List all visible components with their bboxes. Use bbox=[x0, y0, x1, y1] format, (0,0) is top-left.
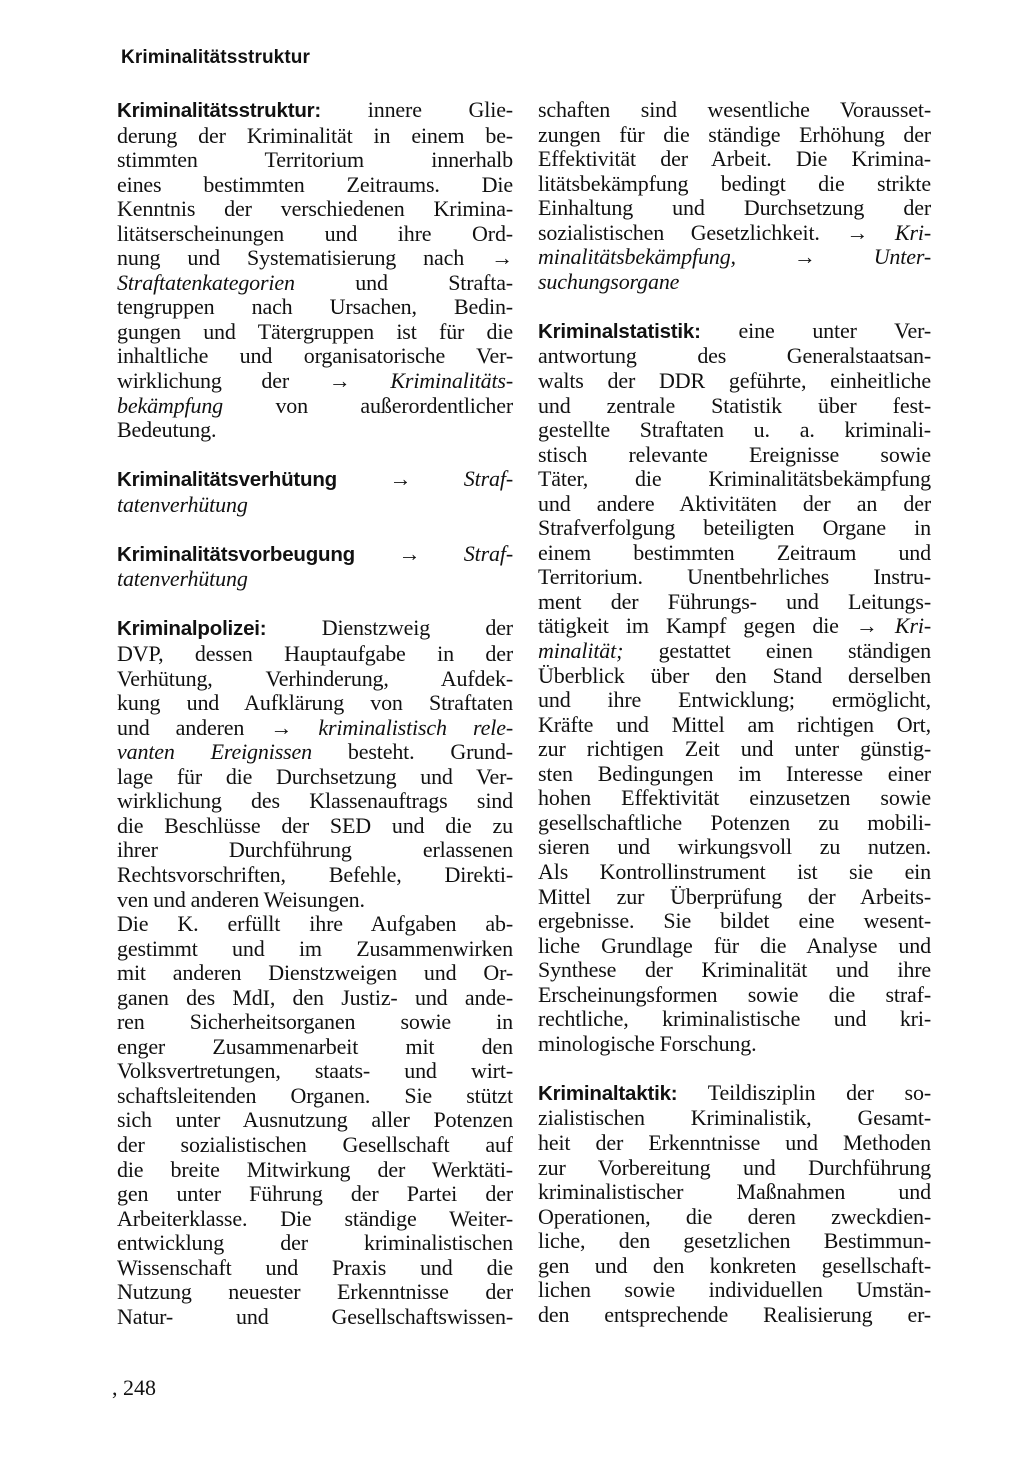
text-line bbox=[538, 639, 931, 664]
text-line bbox=[538, 172, 931, 197]
running-head: Kriminalitätsstruktur bbox=[121, 47, 310, 68]
body-text: → bbox=[355, 541, 464, 566]
body-text: sozialistischen Gesetzlichkeit. → bbox=[538, 220, 895, 245]
text-line bbox=[538, 1032, 931, 1057]
text-line bbox=[538, 1131, 931, 1156]
body-text: Verhütung, Verhinderung, Aufdek- bbox=[117, 666, 513, 691]
text-line bbox=[117, 197, 513, 222]
paragraph-gap bbox=[117, 592, 513, 617]
cross-reference: Kri- bbox=[894, 614, 931, 639]
text-line bbox=[117, 1035, 513, 1060]
text-line bbox=[117, 222, 513, 247]
body-text: Nutzung neuester Erkenntnisse der bbox=[117, 1280, 513, 1305]
text-line bbox=[117, 1158, 513, 1183]
body-text: Wissenschaft und Praxis und die bbox=[117, 1255, 513, 1280]
body-text: liche, den gesetzlichen Bestimmun- bbox=[538, 1229, 931, 1254]
body-text: innere Glie- bbox=[321, 98, 513, 122]
body-text: liche Grundlage für die Analyse und bbox=[538, 933, 931, 958]
text-line bbox=[538, 664, 931, 689]
text-line bbox=[538, 565, 931, 590]
body-text: der sozialistischen Gesellschaft auf bbox=[117, 1132, 513, 1157]
text-line bbox=[538, 713, 931, 738]
text-line bbox=[117, 124, 513, 149]
body-text: gestellte Straftaten u. a. kriminali- bbox=[538, 418, 931, 443]
text-line bbox=[538, 1106, 931, 1131]
cross-reference: Straftatenkategorien bbox=[117, 270, 295, 295]
cross-reference: vanten Ereignissen bbox=[117, 740, 313, 765]
text-line bbox=[538, 885, 931, 910]
left-text-column bbox=[117, 98, 513, 1329]
entry-headword: Kriminalpolizei: bbox=[117, 617, 267, 641]
body-text: ganen des MdI, den Justiz- und ande- bbox=[117, 985, 513, 1010]
paragraph-gap bbox=[538, 1056, 931, 1081]
body-text: und Strafta- bbox=[294, 270, 513, 295]
text-line bbox=[538, 786, 931, 811]
text-line bbox=[117, 394, 513, 419]
text-line bbox=[117, 642, 513, 667]
body-text: inhaltliche und organisatorische Ver- bbox=[117, 344, 513, 369]
body-text: ihrer Durchführung erlassenen bbox=[117, 838, 513, 863]
body-text: Strafverfolgung beteiligten Organe in bbox=[538, 516, 931, 541]
cross-reference: Straf- bbox=[463, 541, 513, 566]
text-line bbox=[117, 986, 513, 1011]
text-line bbox=[117, 838, 513, 863]
body-text: eine unter Ver- bbox=[700, 318, 931, 343]
text-line bbox=[538, 958, 931, 983]
paragraph-gap bbox=[117, 517, 513, 542]
body-text: einem bestimmten Zeitraum und bbox=[538, 540, 931, 565]
text-line bbox=[117, 863, 513, 888]
text-line bbox=[538, 1081, 931, 1107]
body-text: wirklichung der → bbox=[117, 369, 391, 394]
body-text: sten Bedingungen im Interesse einer bbox=[538, 761, 931, 786]
text-line bbox=[117, 1133, 513, 1158]
page-number: , 248 bbox=[112, 1375, 156, 1400]
text-line bbox=[117, 616, 513, 642]
body-text: gen unter Führung der Partei der bbox=[117, 1182, 513, 1207]
text-line bbox=[538, 245, 931, 270]
body-text: Effektivität der Arbeit. Die Krimina- bbox=[538, 147, 931, 172]
text-line bbox=[538, 1303, 931, 1328]
body-text: zur richtigen Zeit und unter günstig- bbox=[538, 737, 931, 762]
body-text: ergebnisse. Sie bildet eine wesent- bbox=[538, 909, 931, 934]
text-line bbox=[117, 493, 513, 518]
cross-reference: tatenverhütung bbox=[117, 492, 248, 517]
text-line bbox=[117, 369, 513, 394]
body-text: stimmten Territorium innerhalb bbox=[117, 148, 513, 173]
text-line bbox=[117, 1182, 513, 1207]
body-text: Überblick über den Stand derselben bbox=[538, 663, 931, 688]
body-text: die breite Mitwirkung der Werktäti- bbox=[117, 1157, 513, 1182]
entry-headword: Kriminalstatistik: bbox=[538, 319, 701, 343]
body-text: ven und anderen Weisungen. bbox=[117, 887, 365, 912]
body-text: Dienstzweig der bbox=[266, 616, 513, 641]
text-line bbox=[538, 443, 931, 468]
text-line bbox=[117, 1256, 513, 1281]
text-line bbox=[117, 1207, 513, 1232]
text-line bbox=[117, 148, 513, 173]
text-line bbox=[117, 1280, 513, 1305]
text-line bbox=[117, 418, 513, 443]
body-text: Synthese der Kriminalität und ihre bbox=[538, 958, 931, 983]
text-line bbox=[117, 937, 513, 962]
text-line bbox=[538, 590, 931, 615]
cross-reference: tatenverhütung bbox=[117, 567, 248, 592]
body-text: Kräfte und Mittel am richtigen Ort, bbox=[538, 712, 931, 737]
cross-reference: bekämpfung bbox=[117, 393, 224, 418]
text-line bbox=[538, 344, 931, 369]
body-text: Erscheinungsformen sowie die straf- bbox=[538, 982, 931, 1007]
text-line bbox=[538, 811, 931, 836]
text-line bbox=[117, 691, 513, 716]
cross-reference: suchungsorgane bbox=[538, 269, 680, 294]
cross-reference: minalitätsbekämpfung, bbox=[538, 245, 736, 270]
text-line bbox=[117, 888, 513, 913]
body-text: tätigkeit im Kampf gegen die → bbox=[538, 614, 895, 639]
text-line bbox=[538, 762, 931, 787]
body-text: von außerordentlicher bbox=[223, 393, 513, 418]
body-text: gungen und Tätergruppen ist für die bbox=[117, 319, 513, 344]
body-text: hohen Effektivität einzusetzen sowie bbox=[538, 786, 931, 811]
body-text: heit der Erkenntnisse und Methoden bbox=[538, 1130, 931, 1155]
entry-headword: Kriminalitätsverhütung bbox=[117, 468, 337, 492]
body-text: schaftsleitenden Organen. Sie stützt bbox=[117, 1083, 513, 1108]
text-line bbox=[538, 1229, 931, 1254]
text-line bbox=[538, 492, 931, 517]
body-text: litätsbekämpfung bedingt die strikte bbox=[538, 171, 931, 196]
body-text: die Beschlüsse der SED und die zu bbox=[117, 813, 513, 838]
text-line bbox=[538, 98, 931, 123]
body-text: und ihre Entwicklung; ermöglicht, bbox=[538, 688, 931, 713]
text-line bbox=[117, 740, 513, 765]
text-line bbox=[117, 173, 513, 198]
text-line bbox=[538, 270, 931, 295]
text-line bbox=[117, 295, 513, 320]
body-text: Als Kontrollinstrument ist sie ein bbox=[538, 859, 931, 884]
text-line bbox=[538, 860, 931, 885]
text-line bbox=[538, 835, 931, 860]
body-text: stisch relevante Ereignisse sowie bbox=[538, 442, 931, 467]
body-text: Die K. erfüllt ihre Aufgaben ab- bbox=[117, 912, 513, 937]
text-line bbox=[538, 1205, 931, 1230]
text-line bbox=[117, 271, 513, 296]
cross-reference: kriminalistisch rele- bbox=[318, 715, 513, 740]
text-line bbox=[538, 221, 931, 246]
text-line bbox=[117, 542, 513, 568]
body-text: schaften sind wesentliche Vorausset- bbox=[538, 98, 931, 122]
body-text: zur Vorbereitung und Durchführung bbox=[538, 1155, 931, 1180]
text-line bbox=[538, 1156, 931, 1181]
body-text: → bbox=[735, 245, 874, 270]
body-text: Natur- und Gesellschaftswissen- bbox=[117, 1304, 513, 1329]
cross-reference: minalität; bbox=[538, 639, 624, 664]
text-line bbox=[538, 1278, 931, 1303]
body-text: gen und den konkreten gesellschaft- bbox=[538, 1253, 931, 1278]
body-text: sieren und wirkungsvoll zu nutzen. bbox=[538, 835, 931, 860]
body-text: gestattet einen ständigen bbox=[623, 639, 931, 664]
text-line bbox=[117, 467, 513, 493]
text-line bbox=[117, 961, 513, 986]
body-text: ren Sicherheitsorganen sowie in bbox=[117, 1010, 513, 1035]
cross-reference: Straf- bbox=[463, 467, 513, 492]
body-text: zungen für die ständige Erhöhung der bbox=[538, 122, 931, 147]
body-text: Arbeiterklasse. Die ständige Weiter- bbox=[117, 1206, 513, 1231]
body-text: gestimmt und im Zusammenwirken bbox=[117, 936, 513, 961]
body-text: entwicklung der kriminalistischen bbox=[117, 1231, 513, 1256]
text-line bbox=[117, 1084, 513, 1109]
right-text-column bbox=[538, 98, 931, 1327]
body-text: Einhaltung und Durchsetzung der bbox=[538, 196, 931, 221]
text-line bbox=[117, 1305, 513, 1330]
body-text: → bbox=[337, 467, 464, 492]
text-line bbox=[117, 246, 513, 271]
body-text: Kenntnis der verschiedenen Krimina- bbox=[117, 197, 513, 222]
body-text: lage für die Durchsetzung und Ver- bbox=[117, 764, 513, 789]
body-text: nung und Systematisierung nach → bbox=[117, 246, 513, 271]
text-line bbox=[117, 716, 513, 741]
body-text: Volksvertretungen, staats- und wirt- bbox=[117, 1059, 513, 1084]
text-line bbox=[538, 541, 931, 566]
body-text: Täter, die Kriminalitätsbekämpfung bbox=[538, 467, 931, 492]
body-text: zialistischen Kriminalistik, Gesamt- bbox=[538, 1106, 931, 1131]
text-line bbox=[117, 567, 513, 592]
body-text: minologische Forschung. bbox=[538, 1031, 757, 1056]
entry-headword: Kriminaltaktik: bbox=[538, 1081, 678, 1105]
text-line bbox=[538, 196, 931, 221]
cross-reference: Kriminalitäts- bbox=[390, 369, 513, 394]
text-line bbox=[117, 667, 513, 692]
text-line bbox=[538, 934, 931, 959]
body-text: enger Zusammenarbeit mit den bbox=[117, 1034, 513, 1059]
body-text: derung der Kriminalität in einem be- bbox=[117, 123, 513, 148]
body-text: kriminalistischer Maßnahmen und bbox=[538, 1180, 931, 1205]
text-line bbox=[117, 344, 513, 369]
entry-headword: Kriminalitätsstruktur: bbox=[117, 99, 322, 122]
text-line bbox=[117, 1010, 513, 1035]
body-text: gesellschaftliche Potenzen zu mobili- bbox=[538, 810, 931, 835]
entry-headword: Kriminalitätsvorbeugung bbox=[117, 542, 356, 566]
body-text: Bedeutung. bbox=[117, 418, 217, 443]
body-text: und andere Aktivitäten der an der bbox=[538, 491, 931, 516]
body-text: Rechtsvorschriften, Befehle, Direkti- bbox=[117, 862, 513, 887]
body-text: Operationen, die deren zweckdien- bbox=[538, 1204, 931, 1229]
body-text: den entsprechende Realisierung er- bbox=[538, 1302, 931, 1327]
body-text: litätserscheinungen und ihre Ord- bbox=[117, 221, 513, 246]
body-text: eines bestimmten Zeitraums. Die bbox=[117, 172, 513, 197]
body-text: lichen sowie individuellen Umstän- bbox=[538, 1278, 931, 1303]
body-text: Mittel zur Überprüfung der Arbeits- bbox=[538, 884, 931, 909]
text-line bbox=[538, 1180, 931, 1205]
body-text: tengruppen nach Ursachen, Bedin- bbox=[117, 295, 513, 320]
body-text: Teildisziplin der so- bbox=[677, 1080, 931, 1105]
body-text: besteht. Grund- bbox=[312, 740, 513, 765]
text-line bbox=[117, 320, 513, 345]
paragraph-gap bbox=[538, 294, 931, 319]
text-line bbox=[538, 418, 931, 443]
text-line bbox=[538, 394, 931, 419]
text-line bbox=[117, 814, 513, 839]
text-line bbox=[117, 789, 513, 814]
text-line bbox=[117, 765, 513, 790]
body-text: mit anderen Dienstzweigen und Or- bbox=[117, 961, 513, 986]
body-text: Territorium. Unentbehrliches Instru- bbox=[538, 565, 931, 590]
text-line bbox=[538, 319, 931, 345]
text-line bbox=[538, 614, 931, 639]
text-line bbox=[538, 369, 931, 394]
text-line bbox=[538, 516, 931, 541]
cross-reference: Unter- bbox=[873, 245, 931, 270]
body-text: wirklichung des Klassenauftrags sind bbox=[117, 789, 513, 814]
body-text: und anderen → bbox=[117, 715, 319, 740]
text-line bbox=[538, 737, 931, 762]
text-line bbox=[117, 98, 513, 124]
body-text: und zentrale Statistik über fest- bbox=[538, 393, 931, 418]
text-line bbox=[117, 1231, 513, 1256]
body-text: ment der Führungs- und Leitungs- bbox=[538, 589, 931, 614]
body-text: kung und Aufklärung von Straftaten bbox=[117, 691, 513, 716]
text-line bbox=[538, 1007, 931, 1032]
text-line bbox=[538, 147, 931, 172]
cross-reference: Kri- bbox=[894, 220, 931, 245]
text-line bbox=[538, 123, 931, 148]
text-line bbox=[538, 1254, 931, 1279]
text-line bbox=[538, 467, 931, 492]
text-line bbox=[117, 912, 513, 937]
body-text: DVP, dessen Hauptaufgabe in der bbox=[117, 642, 513, 667]
body-text: antwortung des Generalstaatsan- bbox=[538, 344, 931, 369]
text-line bbox=[538, 909, 931, 934]
paragraph-gap bbox=[117, 443, 513, 468]
text-line bbox=[117, 1059, 513, 1084]
text-line bbox=[538, 983, 931, 1008]
body-text: walts der DDR geführte, einheitliche bbox=[538, 369, 931, 394]
body-text: rechtliche, kriminalistische und kri- bbox=[538, 1007, 931, 1032]
text-line bbox=[117, 1108, 513, 1133]
body-text: sich unter Ausnutzung aller Potenzen bbox=[117, 1108, 513, 1133]
text-line bbox=[538, 688, 931, 713]
